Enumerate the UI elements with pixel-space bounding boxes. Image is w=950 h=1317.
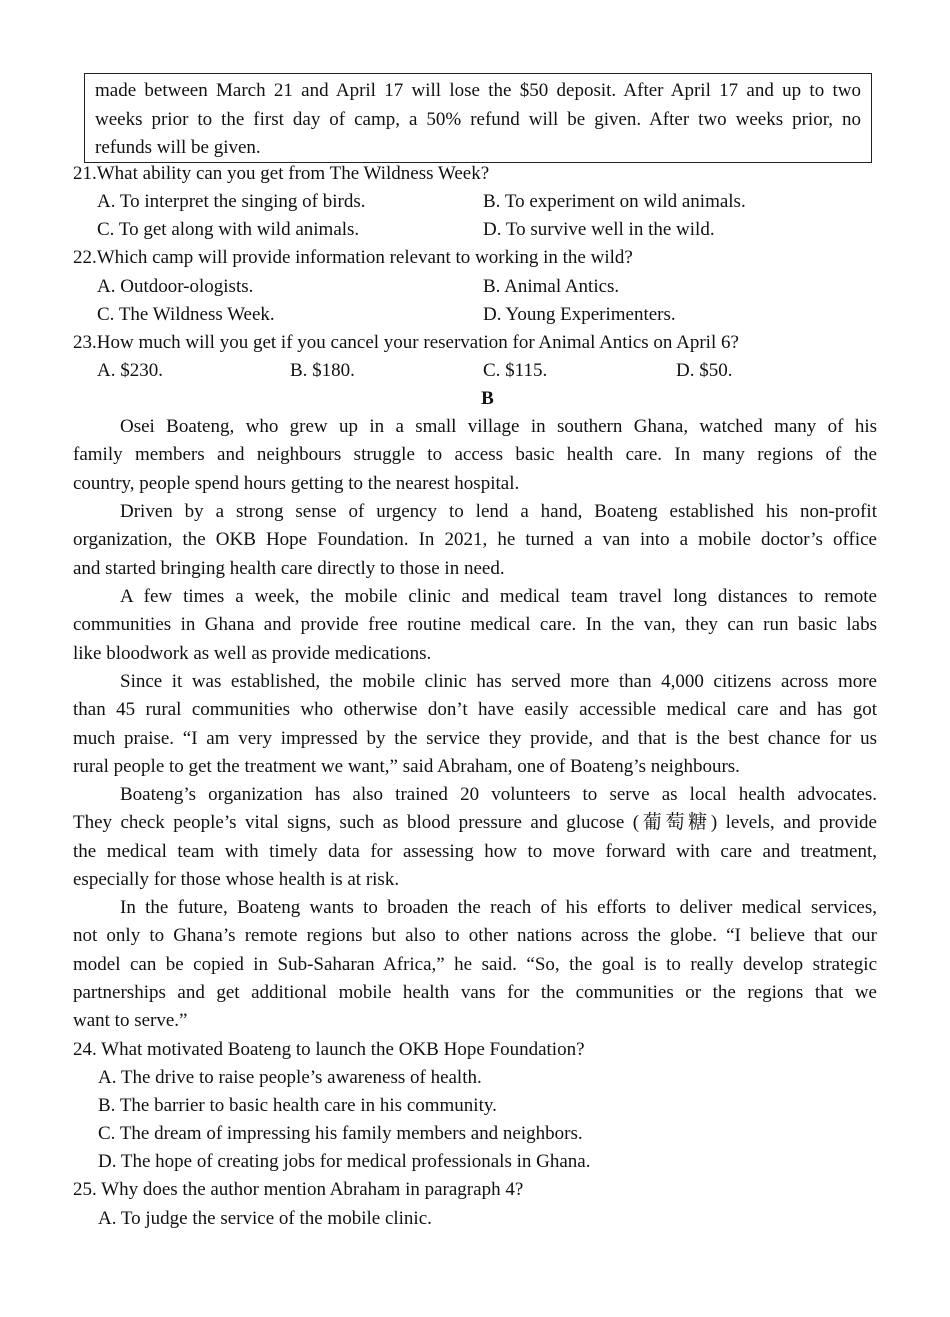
paragraph-line: family members and neighbours struggle to access basic health care. In many regions of the [73, 444, 877, 466]
paragraph-line: Driven by a strong sense of urgency to lend a hand, Boateng established his non-profit [120, 501, 877, 522]
q22-option-b: B. Animal Antics. [483, 276, 620, 297]
paragraph-line: rural people to get the treatment we want,” said Abraham, one of Boateng’s neighbours. [73, 755, 740, 777]
paragraph-line: not only to Ghana’s remote regions but also to other nations across the globe. “I believe that our [73, 925, 877, 947]
paragraph-line: In the future, Boateng wants to broaden the reach of his efforts to deliver medical services, [120, 897, 877, 918]
notice-line: made between March 21 and April 17 will lose the $50 deposit. After April 17 and up to two [95, 80, 861, 101]
paragraph-line: much praise. “I am very impressed by the service they provide, and that is the best chance for us [73, 727, 877, 749]
q21-option-a: A. To interpret the singing of birds. [97, 191, 366, 212]
paragraph-line: than 45 rural communities who otherwise don’t have easily accessible medical care and has got [73, 699, 877, 721]
question-25-stem: 25. Why does the author mention Abraham in paragraph 4? [73, 1179, 524, 1200]
q22-option-c: C. The Wildness Week. [97, 304, 275, 325]
notice-line: refunds will be given. [95, 137, 261, 158]
question-23-stem: 23.How much will you get if you cancel your reservation for Animal Antics on April 6? [73, 332, 739, 353]
q23-option-d: D. $50. [676, 360, 733, 381]
paragraph-line: A few times a week, the mobile clinic and medical team travel long distances to remote [120, 586, 877, 607]
passage-paragraph-6 [73, 894, 877, 1035]
q24-option-d: D. The hope of creating jobs for medical professionals in Ghana. [98, 1151, 591, 1172]
paragraph-line: partnerships and get additional mobile health vans for the communities or the regions that we [73, 981, 877, 1003]
q21-option-b: B. To experiment on wild animals. [483, 191, 746, 212]
paragraph-line: like bloodwork as well as provide medications. [73, 642, 432, 664]
paragraph-line: the medical team with timely data for assessing how to move forward with care and treatment, [73, 840, 877, 862]
paragraph-line: want to serve.” [73, 1010, 188, 1032]
q23-option-c: C. $115. [483, 360, 548, 381]
q23-option-a: A. $230. [97, 360, 163, 381]
q21-option-d: D. To survive well in the wild. [483, 219, 715, 240]
q25-option-a: A. To judge the service of the mobile clinic. [98, 1208, 432, 1229]
q24-option-c: C. The dream of impressing his family members and neighbors. [98, 1123, 583, 1144]
passage-paragraph-1 [73, 413, 877, 498]
question-24-stem: 24. What motivated Boateng to launch the OKB Hope Foundation? [73, 1039, 585, 1060]
passage-paragraph-4 [73, 668, 877, 781]
paragraph-line: Osei Boateng, who grew up in a small village in southern Ghana, watched many of his [120, 416, 877, 437]
q21-option-c: C. To get along with wild animals. [97, 219, 360, 240]
question-21-stem: 21.What ability can you get from The Wildness Week? [73, 163, 490, 184]
paragraph-line: organization, the OKB Hope Foundation. In 2021, he turned a van into a mobile doctor’s office [73, 529, 877, 551]
passage-paragraph-3 [73, 583, 877, 668]
passage-paragraph-5 [73, 781, 877, 894]
paragraph-line: They check people’s vital signs, such as blood pressure and glucose (葡萄糖) levels, and provide [73, 812, 877, 834]
q23-option-b: B. $180. [290, 360, 355, 381]
paragraph-line: Since it was established, the mobile clinic has served more than 4,000 citizens across more [120, 671, 877, 692]
q22-option-d: D. Young Experimenters. [483, 304, 676, 325]
refund-notice-box [84, 73, 872, 163]
q24-option-b: B. The barrier to basic health care in his community. [98, 1095, 497, 1116]
q24-option-a: A. The drive to raise people’s awareness of health. [98, 1067, 482, 1088]
paragraph-line: model can be copied in Sub-Saharan Africa,” he said. “So, the goal is to really develop strategic [73, 953, 877, 975]
paragraph-line: country, people spend hours getting to the nearest hospital. [73, 472, 520, 494]
paragraph-line: Boateng’s organization has also trained 20 volunteers to serve as local health advocates. [120, 784, 877, 805]
q22-option-a: A. Outdoor-ologists. [97, 276, 254, 297]
paragraph-line: especially for those whose health is at risk. [73, 868, 400, 890]
notice-line: weeks prior to the first day of camp, a 50% refund will be given. After two weeks prior, no [95, 108, 861, 130]
passage-paragraph-2 [73, 498, 877, 583]
paragraph-line: communities in Ghana and provide free routine medical care. In the van, they can run basic labs [73, 614, 877, 636]
paragraph-line: and started bringing health care directly to those in need. [73, 557, 505, 579]
question-22-stem: 22.Which camp will provide information relevant to working in the wild? [73, 247, 633, 268]
section-b-heading: B [481, 388, 494, 409]
